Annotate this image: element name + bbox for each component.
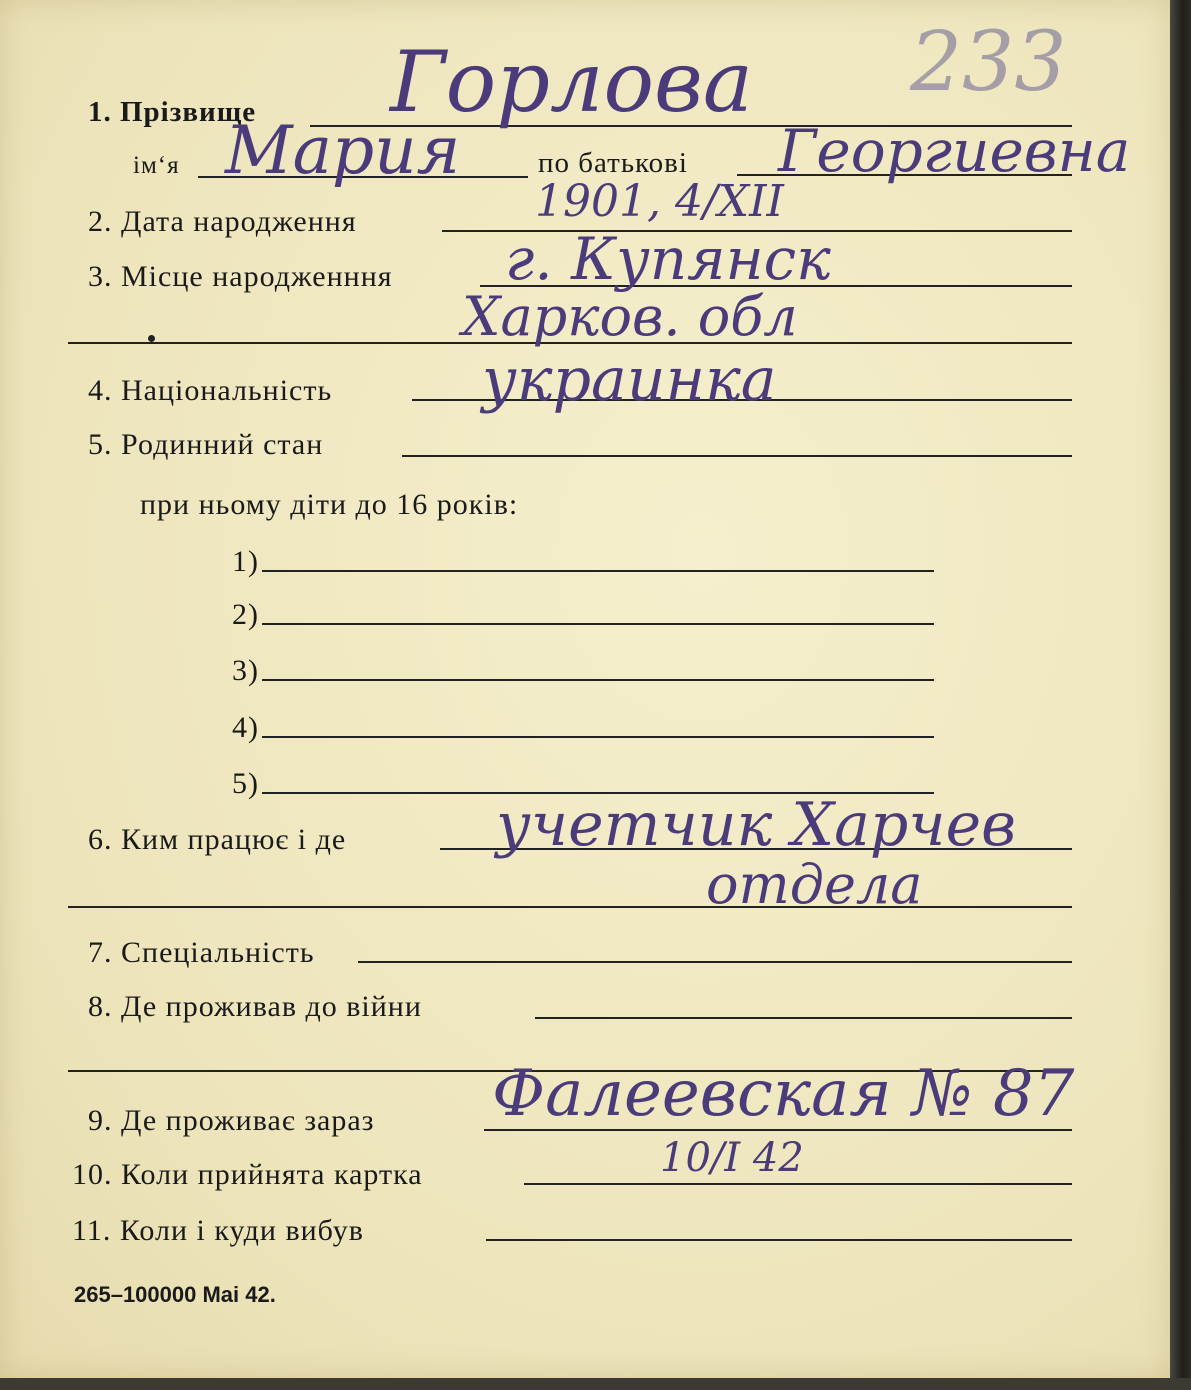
card-right-edge <box>1170 0 1191 1390</box>
child-5-label: 5) <box>232 767 259 800</box>
handwritten-birth-date: 1901, 4/XII <box>535 176 784 227</box>
handwritten-card-date: 10/I 42 <box>660 1135 804 1181</box>
field-prewar-residence-label: 8. Де проживав до війни <box>88 990 422 1023</box>
child-4-label: 4) <box>232 711 259 744</box>
handwritten-birth-place-2: Харков. обл <box>462 285 798 348</box>
child-2-line <box>262 623 934 625</box>
field-marital-status-label: 5. Родинний стан <box>88 428 324 461</box>
handwritten-work-2: отдела <box>706 853 923 916</box>
field-card-date-line <box>524 1183 1072 1185</box>
handwritten-nationality: украинка <box>482 345 777 415</box>
print-run-imprint: 265–100000 Mai 42. <box>74 1282 276 1307</box>
handwritten-birth-place-1: г. Купянск <box>505 225 831 293</box>
child-1-label: 1) <box>232 545 259 578</box>
field-surname-label: 1. Прізвище <box>88 96 257 128</box>
ink-dot <box>148 335 155 342</box>
child-2-label: 2) <box>232 598 259 631</box>
handwritten-work-1: учетчик Харчев <box>496 790 1017 860</box>
field-name-label: ім‘я <box>133 152 180 179</box>
field-birth-date-label: 2. Дата народження <box>88 205 357 238</box>
card-bottom-edge <box>0 1378 1191 1390</box>
handwritten-patronymic: Георгиевна <box>778 117 1131 185</box>
field-departure-line <box>486 1239 1072 1241</box>
field-card-date-label: 10. Коли прийнята картка <box>72 1158 423 1191</box>
handwritten-name: Мария <box>225 112 461 189</box>
field-current-residence-label: 9. Де проживає зараз <box>88 1104 375 1137</box>
field-work-label: 6. Ким працює і де <box>88 823 347 856</box>
field-marital-status-line <box>402 455 1072 457</box>
child-1-line <box>262 570 934 572</box>
field-patronymic-label: по батькові <box>538 147 688 179</box>
field-nationality-label: 4. Національність <box>88 374 333 407</box>
child-4-line <box>262 736 934 738</box>
field-specialty-label: 7. Спеціальність <box>88 936 315 969</box>
field-birth-place-label: 3. Місце народженння <box>88 260 393 293</box>
child-3-line <box>262 679 934 681</box>
field-specialty-line <box>358 961 1072 963</box>
field-prewar-residence-line <box>535 1017 1072 1019</box>
handwritten-record-number: 233 <box>910 15 1067 110</box>
child-3-label: 3) <box>232 654 259 687</box>
handwritten-surname: Горлова <box>390 33 753 131</box>
handwritten-current-residence: Фалеевская № 87 <box>492 1057 1075 1131</box>
field-children-label: при ньому діти до 16 років: <box>140 488 519 521</box>
field-departure-label: 11. Коли і куди вибув <box>72 1214 364 1247</box>
